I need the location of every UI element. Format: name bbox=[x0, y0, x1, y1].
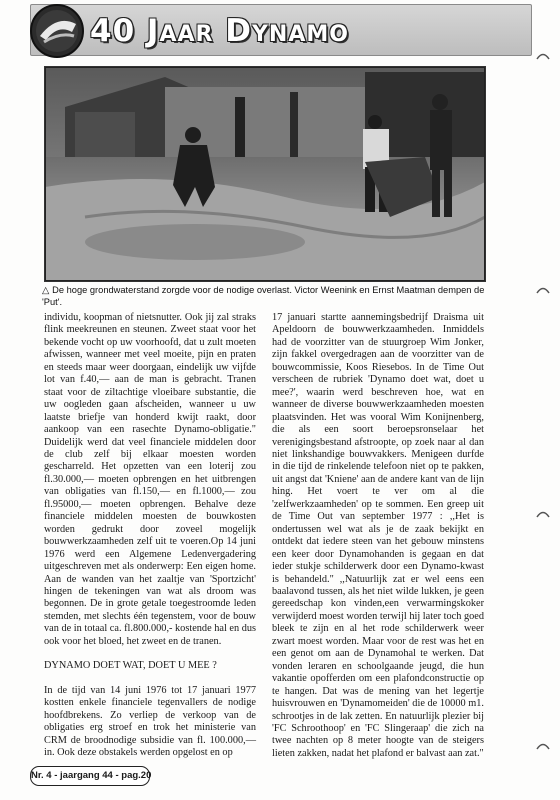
caption-triangle-icon: △ bbox=[42, 285, 50, 295]
article-column-right bbox=[272, 312, 484, 760]
punch-hole-mark-icon bbox=[536, 510, 550, 518]
page-footer-badge: Nr. 4 - jaargang 44 - pag.20 bbox=[30, 766, 150, 786]
punch-hole-mark-icon bbox=[536, 52, 550, 60]
construction-photo bbox=[44, 66, 486, 282]
article-paragraph: individu, koopman of nietsnutter. Ook jij zal straks flink meekreunen en steunen. Zweet staat voor het bekende vocht op uw voorhoofd, dat u zult moeten afwissen, wanneer met veel moeite, pijn en praten en steeds maar weer doorgaan, eindelijk uw vijfde lot van f.40,— aan de man is gebracht. Tranen staat voor de ziltachtige vloeibare substantie, die uw oogleden gaan afscheiden, wanneer u uw laatste briefje van honderd kwijt raakt, door aankoop van een rasechte Dynamo-obligatie." Duidelijk werd dat veel financiele middelen door de club zelf bij elkaar moesten worden gescharreld. Het opzetten van een loterij zou fl.30.000,— moeten opbrengen en het uitbrengen van obligaties van fl.150,— en fl.1000,— zou fl.95000,— moeten opbrengen. Behalve deze financiele middelen moesten de bouwkosten worden gedrukt door zoveel mogelijk bouwwerkzaamheden zelf uit te voeren.Op 14 juni 1976 werd een Algemene Ledenvergadering uitgeschreven met als onderwerp: Een eigen home. Aan de wanden van het zaaltje van 'Sportzicht' hingen de tekeningen van wat als droom was begonnen. De in grote getale toegestroomde leden stemden, met slechts één tegenstem, voor de bouw van de in totaal ca. fl.800.000,- kostende hal en dus ook voor het bloed, het zweet en de tranen. bbox=[44, 312, 256, 647]
article-paragraph: 17 januari startte aannemingsbedrijf Draisma uit Apeldoorn de bouwwerkzaamheden. Inmiddels had de voorzitter van de stuurgroep Wim Jonker, zijn fakkel overgedragen aan de voorzitter van de bouwcommissie, Koos Riesebos. In de Time Out verscheen de rubriek 'Dynamo doet wat, doet u mee?', waarin werd beschreven hoe, wat en wanneer de diverse bouwwerkzaamheden moesten plaatsvinden. Het was vooral Wim Konijnenberg, die als een soort beroepsronselaar het verenigingsbestand afstroopte, op zoek naar al dan niet linkshandige bouwvakkers. Menigeen durfde in die tijd de rinkelende telefoon niet op te pakken, uit angst dat 'Kniene' aan de andere kant van de lijn hing. Het voert te ver om al die 'zelfwerkzaamheden' op te sommen. Een greep uit de Time Out van september 1977 : ,,Het is ondertussen wel wat als je de zaak bekijkt en ontdekt dat iedere steen van het gebouw minstens een keer door Dynamohanden is gegaan en dat ieder stukje schilderwerk door een Dynamo-kwast is behandeld." ,,Natuurlijk zat er wel eens een baalavond tussen, als het niet wilde lukken, je geen gereedschap kon vinden,een verwarmingskoker verwijderd moest worden terwijl hij later toch goed bleek te zijn en al het rode schilderwerk weer zwart moest worden. Maar voor de rest was het en een genot om aan de Dynamohal te werken. Dat vonden leraren en schoolgaande jeugd, die hun vakantie opofferden om een plafondconstructie op te hangen. Dat was de mening van het legertje huisvrouwen en 'Dynamomeiden' die de 10000 m1. schrootjes in de lak zetten. En natuurlijk plezier bij 'FC Schroothoop' en 'FC Slingeraap' die zich na twee nachten op 8 meter hoogte van de steigers lieten zakken, nadat het plafond er balvast aan zat." bbox=[272, 312, 484, 759]
dynamo-logo-icon bbox=[30, 4, 84, 58]
photo-caption: △ De hoge grondwaterstand zorgde voor de nodige overlast. Victor Weenink en Ernst Maatman dempen de 'Put'. bbox=[42, 285, 485, 307]
punch-hole-mark-icon bbox=[536, 742, 550, 750]
article-column-left bbox=[44, 312, 256, 759]
article-paragraph: In de tijd van 14 juni 1976 tot 17 januari 1977 kostten enkele financiele tegenvallers de nodige hoofdbrekens. Zo verliep de verkoop van de obligaties erg stroef en trok het ministerie van CRM de broodnodige subsidie van fl. 100.000,— in. Ook deze obstakels werden opgelost en op bbox=[44, 684, 256, 758]
punch-hole-mark-icon bbox=[536, 286, 550, 294]
section-heading: DYNAMO DOET WAT, DOET U MEE ? bbox=[44, 660, 217, 672]
page-title: 40 Jaar Dynamo bbox=[90, 13, 349, 49]
